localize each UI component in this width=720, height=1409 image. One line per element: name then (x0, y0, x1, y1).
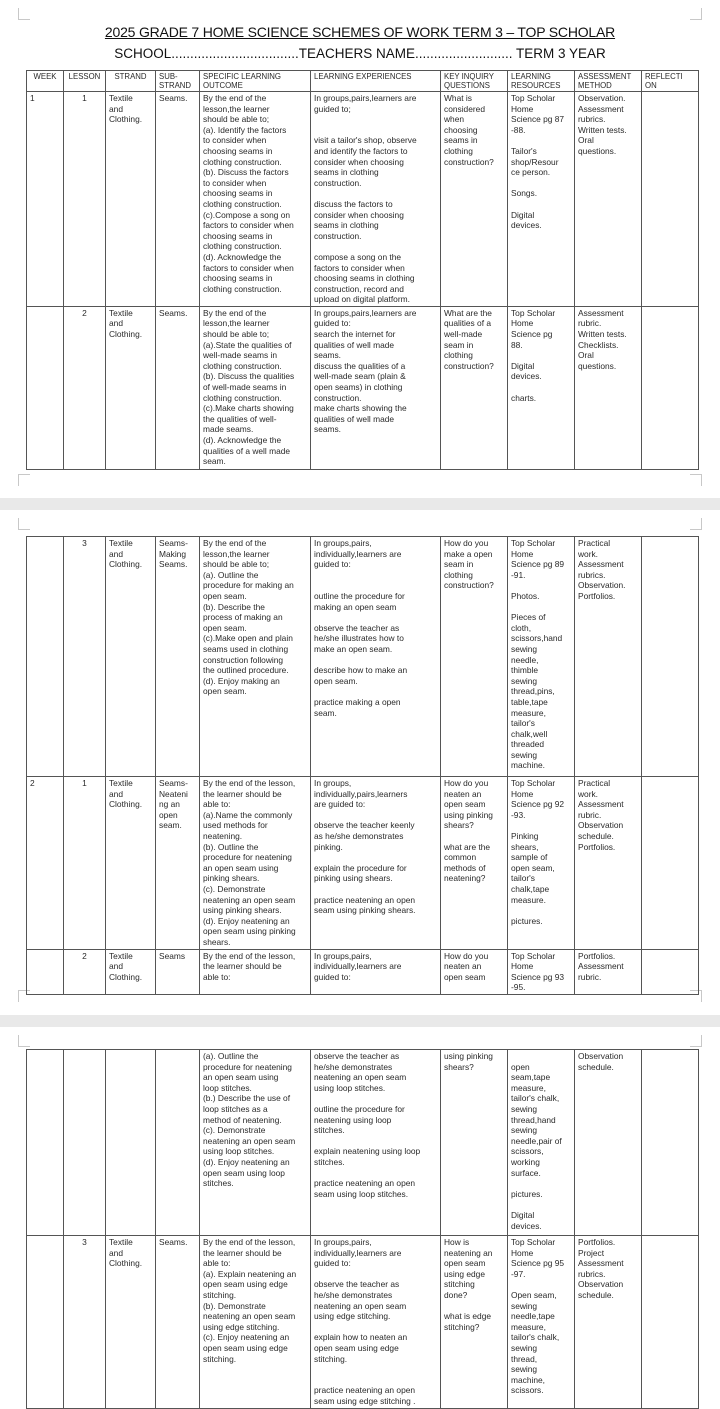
cell-substrand (156, 1050, 200, 1236)
header-questions: KEY INQUIRY QUESTIONS (441, 71, 508, 92)
table-row (27, 306, 699, 469)
cell-experiences: In groups, individually,pairs,learners are guided to: observe the teacher keenly as he/she demonstrates pinking. explain the procedure for pinking using shears. practice neatening an open seam using pinking shears. (311, 777, 441, 950)
table-row (27, 949, 699, 994)
cell-strand: Textile and Clothing. (106, 949, 156, 994)
header-strand: STRAND (106, 71, 156, 92)
cell-strand (106, 1050, 156, 1236)
scheme-table (26, 70, 699, 470)
cell-assessment: Portfolios. Project Assessment rubrics. Observation schedule. (575, 1236, 642, 1409)
page-3 (0, 1027, 720, 1406)
cell-lesson: 1 (64, 92, 106, 307)
cell-week (27, 306, 64, 469)
page-2 (0, 510, 720, 1015)
cell-resources: open seam,tape measure, tailor's chalk, sewing thread,hand sewing needle,pair of scissors, working surface. pictures. Digital devices. (508, 1050, 575, 1236)
cell-resources: Top Scholar Home Science pg 88. Digital devices. charts. (508, 306, 575, 469)
cell-substrand: Seams. (156, 306, 200, 469)
table-header-row (27, 71, 699, 92)
page-corner-mark (18, 8, 30, 20)
cell-assessment: Portfolios. Assessment rubric. (575, 949, 642, 994)
document-title: 2025 GRADE 7 HOME SCIENCE SCHEMES OF WORK TERM 3 – TOP SCHOLAR (104, 24, 616, 40)
table-row (27, 1236, 699, 1409)
cell-reflection (642, 1050, 699, 1236)
page-corner-mark (690, 1035, 702, 1047)
header-outcome: SPECIFIC LEARNING OUTCOME (200, 71, 311, 92)
cell-resources: Top Scholar Home Science pg 95 -97. Open seam, sewing needle,tape measure, tailor's chalk, sewing thread, sewing machine, scissors. (508, 1236, 575, 1409)
cell-reflection (642, 92, 699, 307)
cell-experiences: In groups,pairs, individually,learners are guided to: outline the procedure for making an open seam observe the teacher as he/she illustrates how to make an open seam. describe how to make an open seam. practice making a open seam. (311, 537, 441, 777)
table-row (27, 777, 699, 950)
cell-assessment: Observation. Assessment rubrics. Written tests. Oral questions. (575, 92, 642, 307)
cell-outcome: By the end of the lesson, the learner should be able to: (a).Name the commonly used methods for neatening. (b). Outline the procedure for neatening an open seam using pinking shears. (c). Demonstrate neatening an open seam using pinking shears. (d). Enjoy neatening an open seam using pinking shears. (200, 777, 311, 950)
cell-substrand: Seams. (156, 92, 200, 307)
cell-lesson: 2 (64, 949, 106, 994)
cell-experiences: In groups,pairs,learners are guided to; visit a tailor's shop, observe and identify the factors to consider when choosing seams in clothing construction. discuss the factors to consider when choosing seams in clothing construction. compose a song on the factors to consider when choosing seams in clothing construction, record and upload on digital platform. (311, 92, 441, 307)
header-substrand: SUB- STRAND (156, 71, 200, 92)
cell-experiences: In groups,pairs, individually,learners are guided to: observe the teacher as he/she demonstrates neatening an open seam using edge stitching. explain how to neaten an open seam using edge stitching. practice neatening an open seam using edge stitching . (311, 1236, 441, 1409)
cell-reflection (642, 777, 699, 950)
cell-week (27, 949, 64, 994)
header-reflection: REFLECTI ON (642, 71, 699, 92)
cell-lesson: 1 (64, 777, 106, 950)
cell-assessment: Observation schedule. (575, 1050, 642, 1236)
header-week: WEEK (27, 71, 64, 92)
page-corner-mark (690, 518, 702, 530)
cell-questions: How do you make a open seam in clothing construction? (441, 537, 508, 777)
page-corner-mark (690, 474, 702, 486)
cell-questions: How is neatening an open seam using edge stitching done? what is edge stitching? (441, 1236, 508, 1409)
cell-outcome: (a). Outline the procedure for neatening an open seam using loop stitches. (b.) Describe the use of loop stitches as a method of neatening. (c). Demonstrate neatening an open seam using loop stitches. (d). Enjoy neatening an open seam using loop stitches. (200, 1050, 311, 1236)
cell-outcome: By the end of the lesson, the learner should be able to: (a). Explain neatening an open seam using edge stitching. (b). Demonstrate neatening an open seam using edge stitching. (c). Enjoy neatening an open seam using edge stitching. (200, 1236, 311, 1409)
cell-questions: How do you neaten an open seam using pinking shears? what are the common methods of neatening? (441, 777, 508, 950)
cell-questions: using pinking shears? (441, 1050, 508, 1236)
cell-experiences: In groups,pairs,learners are guided to: search the internet for qualities of well made seams. discuss the qualities of a well-made seam (plain & open seams) in clothing construction. make charts showing the qualities of well made seams. (311, 306, 441, 469)
cell-outcome: By the end of the lesson, the learner should be able to: (200, 949, 311, 994)
page-separator (0, 498, 720, 510)
cell-assessment: Assessment rubric. Written tests. Checklists. Oral questions. (575, 306, 642, 469)
cell-reflection (642, 949, 699, 994)
cell-resources: Top Scholar Home Science pg 92 -93. Pinking shears, sample of open seam, tailor's chalk,tape measure. pictures. (508, 777, 575, 950)
cell-resources: Top Scholar Home Science pg 93 -95. (508, 949, 575, 994)
cell-reflection (642, 1236, 699, 1409)
cell-substrand: Seams- Neateni ng an open seam. (156, 777, 200, 950)
page-corner-mark (18, 518, 30, 530)
header-experiences: LEARNING EXPERIENCES (311, 71, 441, 92)
cell-outcome: By the end of the lesson,the learner should be able to; (a). Identify the factors to consider when choosing seams in clothing construction. (b). Discuss the factors to consider when choosing seams in clothing construction. (c).Compose a song on factors to consider when choosing seams in clothing construction. (d). Acknowledge the factors to consider when choosing seams in clothing construction. (200, 92, 311, 307)
cell-assessment: Practical work. Assessment rubric. Observation schedule. Portfolios. (575, 777, 642, 950)
page-corner-mark (690, 8, 702, 20)
cell-week (27, 537, 64, 777)
cell-assessment: Practical work. Assessment rubrics. Observation. Portfolios. (575, 537, 642, 777)
scheme-table (26, 536, 699, 995)
table-row (27, 92, 699, 307)
cell-lesson: 3 (64, 1236, 106, 1409)
page-separator (0, 1015, 720, 1027)
cell-strand: Textile and Clothing. (106, 92, 156, 307)
page-1 (0, 0, 720, 498)
cell-strand: Textile and Clothing. (106, 537, 156, 777)
cell-strand: Textile and Clothing. (106, 777, 156, 950)
cell-lesson (64, 1050, 106, 1236)
cell-strand: Textile and Clothing. (106, 306, 156, 469)
cell-questions: How do you neaten an open seam (441, 949, 508, 994)
cell-lesson: 2 (64, 306, 106, 469)
cell-resources: Top Scholar Home Science pg 89 -91. Photos. Pieces of cloth, scissors,hand sewing needle, thimble sewing thread,pins, table,tape measure, tailor's chalk,well threaded sewing machine. (508, 537, 575, 777)
header-resources: LEARNING RESOURCES (508, 71, 575, 92)
cell-substrand: Seams. (156, 1236, 200, 1409)
table-row (27, 537, 699, 777)
document-subtitle: SCHOOL..................................TEACHERS NAME.......................... TERM 3 YEAR (114, 46, 606, 61)
cell-week: 2 (27, 777, 64, 950)
cell-substrand: Seams (156, 949, 200, 994)
cell-questions: What is considered when choosing seams in clothing construction? (441, 92, 508, 307)
cell-strand: Textile and Clothing. (106, 1236, 156, 1409)
page-corner-mark (18, 474, 30, 486)
cell-substrand: Seams- Making Seams. (156, 537, 200, 777)
cell-week (27, 1236, 64, 1409)
cell-questions: What are the qualities of a well-made seam in clothing construction? (441, 306, 508, 469)
cell-week (27, 1050, 64, 1236)
page-corner-mark (18, 1035, 30, 1047)
header-assessment: ASSESSMENT METHOD (575, 71, 642, 92)
cell-lesson: 3 (64, 537, 106, 777)
header-lesson: LESSON (64, 71, 106, 92)
cell-reflection (642, 537, 699, 777)
cell-experiences: observe the teacher as he/she demonstrates neatening an open seam using loop stitches. outline the procedure for neatening using loop stitches. explain neatening using loop stitches. practice neatening an open seam using loop stitches. (311, 1050, 441, 1236)
scheme-table (26, 1049, 699, 1409)
cell-reflection (642, 306, 699, 469)
table-row (27, 1050, 699, 1236)
cell-resources: Top Scholar Home Science pg 87 -88. Tailor's shop/Resour ce person. Songs. Digital devices. (508, 92, 575, 307)
cell-experiences: In groups,pairs, individually,learners are guided to: (311, 949, 441, 994)
cell-week: 1 (27, 92, 64, 307)
cell-outcome: By the end of the lesson,the learner should be able to; (a). Outline the procedure for making an open seam. (b). Describe the process of making an open seam. (c).Make open and plain seams used in clothing construction following the outlined procedure. (d). Enjoy making an open seam. (200, 537, 311, 777)
cell-outcome: By the end of the lesson,the learner should be able to; (a).State the qualities of well-made seams in clothing construction. (b). Discuss the qualities of well-made seams in clothing construction. (c).Make charts showing the qualities of well- made seams. (d). Acknowledge the qualities of a well made seam. (200, 306, 311, 469)
